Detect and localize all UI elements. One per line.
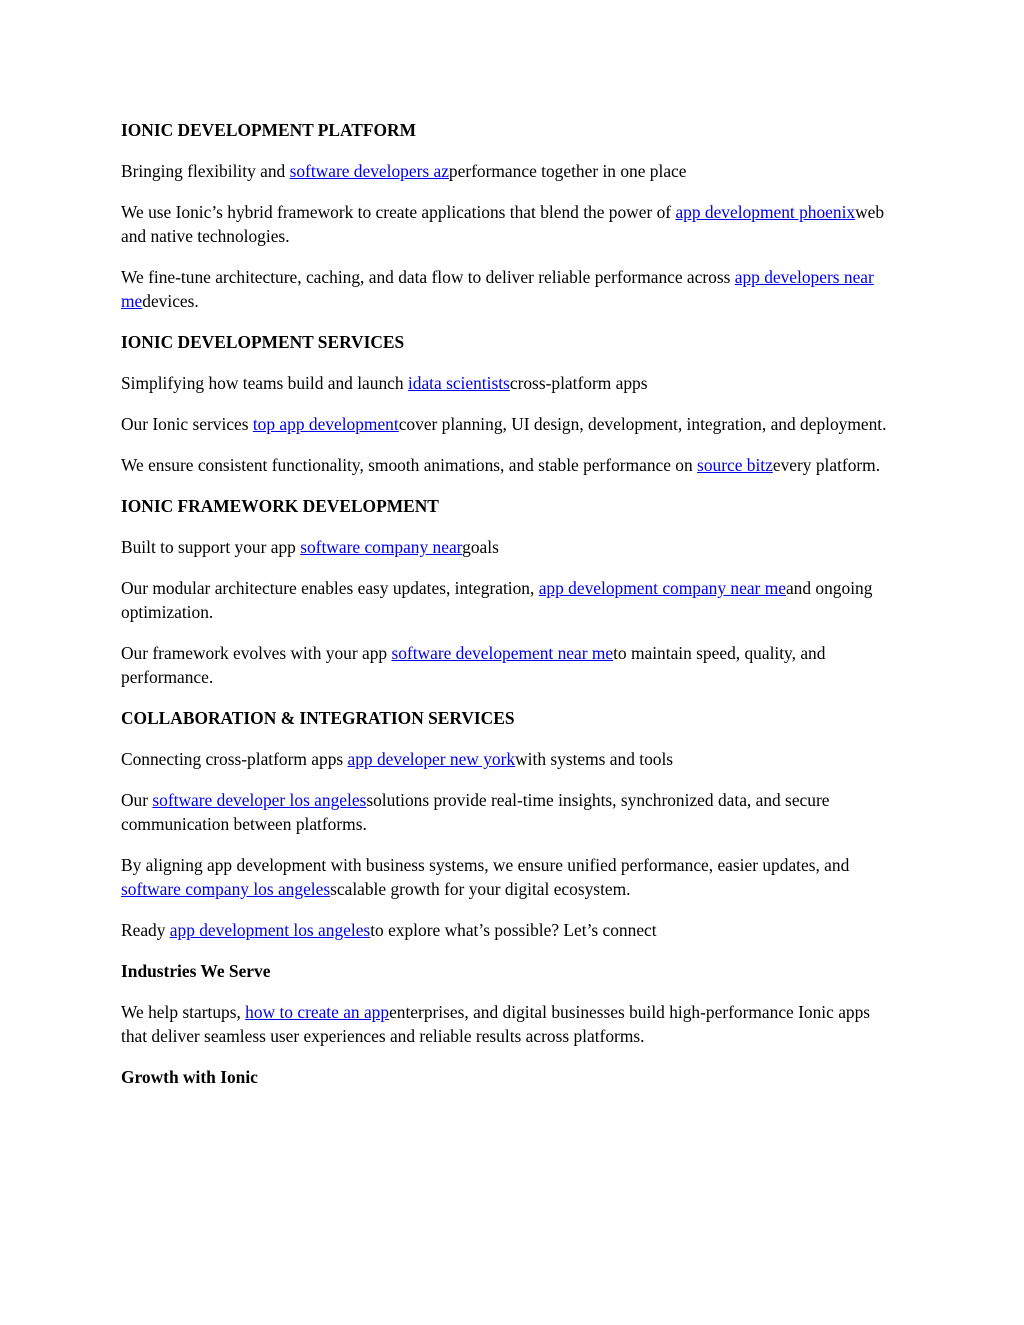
inline-link[interactable]: app developers near me	[121, 267, 874, 311]
inline-link[interactable]: source bitz	[697, 455, 773, 475]
paragraph-text: Bringing flexibility and	[121, 161, 290, 181]
paragraph-text: We fine-tune architecture, caching, and data flow to deliver reliable performance across	[121, 267, 735, 287]
paragraph-text: Simplifying how teams build and launch	[121, 373, 408, 393]
paragraph	[121, 853, 893, 901]
inline-link[interactable]: app developer new york	[347, 749, 516, 769]
paragraph	[121, 747, 893, 771]
paragraph-text: We ensure consistent functionality, smooth animations, and stable performance on	[121, 455, 698, 475]
paragraph-text: Built to support your app	[121, 537, 301, 557]
paragraph-text: Ready	[121, 920, 170, 940]
section-heading: COLLABORATION & INTEGRATION SERVICES	[121, 708, 515, 728]
inline-link[interactable]: software developers az	[289, 161, 449, 181]
paragraph	[121, 641, 893, 689]
section-heading: Industries We Serve	[121, 961, 271, 981]
paragraph-text: goals	[462, 537, 499, 557]
section-heading: Growth with Ionic	[121, 1067, 258, 1087]
inline-link[interactable]: software company los angeles	[121, 879, 331, 899]
paragraph	[121, 159, 893, 183]
paragraph-text: enterprises, and digital businesses build high-performance Ionic apps that deliver seamless user experiences and reliable results across platforms.	[121, 1002, 871, 1046]
paragraph-text: By aligning app development with business systems, we ensure unified performance, easier updates, and	[121, 855, 850, 875]
paragraph-text: scalable growth for your digital ecosystem.	[330, 879, 631, 899]
section-heading: IONIC DEVELOPMENT SERVICES	[121, 332, 405, 352]
paragraph-text: We help startups,	[121, 1002, 246, 1022]
paragraph	[121, 535, 893, 559]
paragraph-text: We use Ionic’s hybrid framework to create applications that blend the power of	[121, 202, 676, 222]
inline-link[interactable]: app development company near me	[538, 578, 786, 598]
inline-link[interactable]: top app development	[252, 414, 399, 434]
paragraph-text: to explore what’s possible? Let’s connect	[370, 920, 657, 940]
inline-link[interactable]: idata scientists	[407, 373, 510, 393]
paragraph	[121, 788, 893, 836]
section-heading: IONIC FRAMEWORK DEVELOPMENT	[121, 496, 439, 516]
inline-link[interactable]: app development los angeles	[169, 920, 371, 940]
paragraph	[121, 1000, 893, 1048]
paragraph	[121, 412, 893, 436]
inline-link[interactable]: software developer los angeles	[152, 790, 367, 810]
inline-link[interactable]: how to create an app	[245, 1002, 390, 1022]
paragraph-text: performance together in one place	[448, 161, 687, 181]
paragraph-text: solutions provide real-time insights, synchronized data, and secure communication between platforms.	[121, 790, 830, 834]
paragraph-text: Connecting cross-platform apps	[121, 749, 348, 769]
paragraph-text: to maintain speed, quality, and performance.	[121, 643, 826, 687]
paragraph	[121, 453, 893, 477]
paragraph	[121, 200, 893, 248]
inline-link[interactable]: software company near	[300, 537, 463, 557]
paragraph	[121, 576, 893, 624]
document-body	[121, 118, 893, 1106]
paragraph-text: and ongoing optimization.	[121, 578, 873, 622]
paragraph-text: web and native technologies.	[121, 202, 885, 246]
paragraph-text: cover planning, UI design, development, integration, and deployment.	[398, 414, 887, 434]
paragraph	[121, 371, 893, 395]
paragraph-text: Our	[121, 790, 153, 810]
inline-link[interactable]: software developement near me	[391, 643, 614, 663]
paragraph-text: Our modular architecture enables easy updates, integration,	[121, 578, 539, 598]
section-heading: IONIC DEVELOPMENT PLATFORM	[121, 120, 417, 140]
paragraph-text: Our framework evolves with your app	[121, 643, 392, 663]
paragraph	[121, 265, 893, 313]
inline-link[interactable]: app development phoenix	[675, 202, 856, 222]
paragraph	[121, 918, 893, 942]
paragraph-text: every platform.	[772, 455, 881, 475]
paragraph-text: cross-platform apps	[509, 373, 648, 393]
paragraph-text: with systems and tools	[515, 749, 674, 769]
paragraph-text: devices.	[142, 291, 199, 311]
paragraph-text: Our Ionic services	[121, 414, 253, 434]
